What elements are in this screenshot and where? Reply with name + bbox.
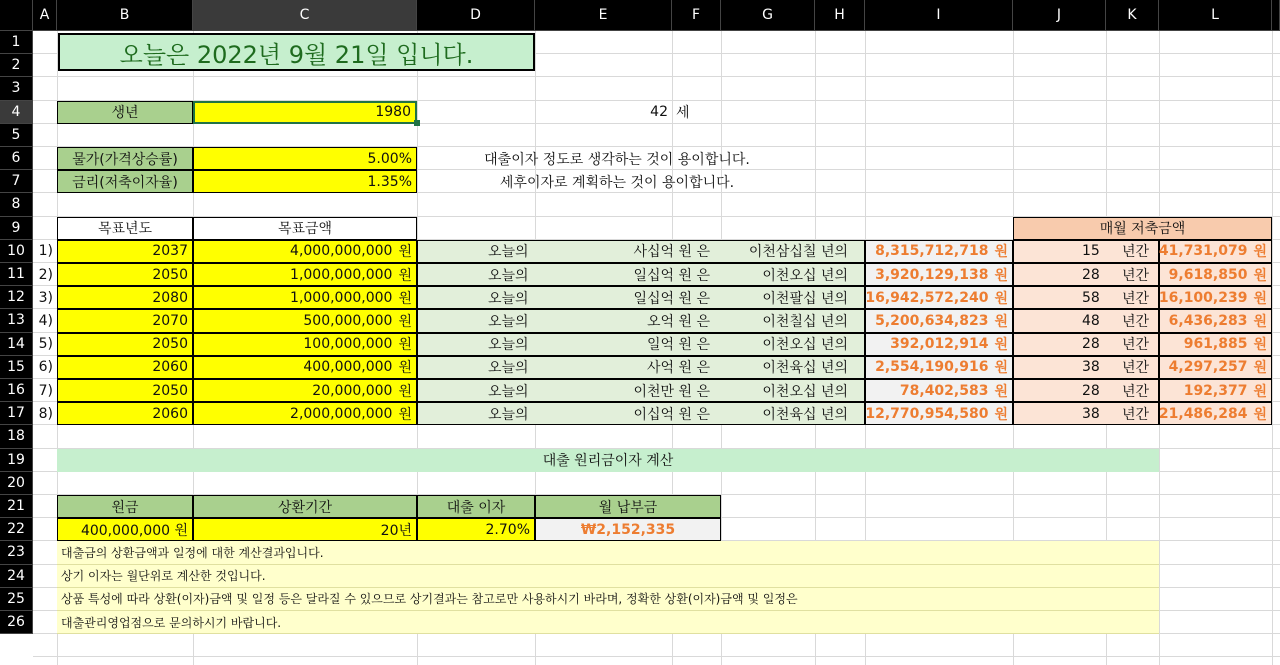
future-value-amount: 78,402,583 xyxy=(899,382,989,399)
savings-years xyxy=(1013,333,1159,356)
years-count: 15 xyxy=(1082,243,1100,260)
column-header-blank xyxy=(1272,0,1280,31)
won-unit: 원 xyxy=(1253,267,1267,284)
goal-amount-input[interactable] xyxy=(193,263,417,286)
goal-index: 1) xyxy=(38,243,53,260)
row-header-19[interactable]: 19 xyxy=(0,449,33,472)
monthly-amount: 41,731,079 xyxy=(1158,243,1248,260)
monthly-savings xyxy=(1159,263,1272,286)
row-header-14[interactable]: 14 xyxy=(0,333,33,356)
gridline-col-L xyxy=(1272,31,1273,665)
monthly-savings xyxy=(1159,286,1272,309)
row-header-13[interactable]: 13 xyxy=(0,309,33,332)
future-value-amount: 16,942,572,240 xyxy=(865,289,989,306)
inflation-label: 물가(가격상승률) xyxy=(57,147,193,170)
goal-year-input[interactable]: 2060 xyxy=(57,402,193,425)
row-header-25[interactable]: 25 xyxy=(0,588,33,611)
goal-amount-input[interactable] xyxy=(193,286,417,309)
column-header-B[interactable]: B xyxy=(57,0,193,31)
years-count: 28 xyxy=(1082,336,1100,353)
korean-amount: 사십억 원 은 xyxy=(633,244,710,261)
won-unit: 원 xyxy=(1253,360,1267,377)
gridline-row xyxy=(33,656,1280,657)
future-value-description xyxy=(417,402,865,425)
today-label: 오늘의 xyxy=(488,267,529,284)
savings-years xyxy=(1013,379,1159,402)
korean-year: 이천오십 년의 xyxy=(762,337,848,354)
row-header-11[interactable]: 11 xyxy=(0,263,33,286)
monthly-savings xyxy=(1159,240,1272,263)
monthly-amount: 21,486,284 xyxy=(1158,405,1248,422)
korean-amount: 일십억 원 은 xyxy=(633,267,710,284)
row-header-4[interactable]: 4 xyxy=(0,101,33,124)
column-header-A[interactable]: A xyxy=(33,0,57,31)
won-unit: 원 xyxy=(994,406,1008,423)
goal-year-input[interactable]: 2050 xyxy=(57,333,193,356)
principal-input[interactable]: 400,000,000 원 xyxy=(57,518,193,541)
period-input[interactable]: 20년 xyxy=(193,518,417,541)
korean-year: 이천육십 년의 xyxy=(762,360,848,377)
fill-handle[interactable] xyxy=(414,120,420,126)
goal-amount-value: 500,000,000 xyxy=(303,312,393,329)
savings-years xyxy=(1013,402,1159,425)
future-value-amount: 5,200,634,823 xyxy=(875,312,989,329)
goal-amount-value: 2,000,000,000 xyxy=(290,405,393,422)
goal-year-input[interactable]: 2050 xyxy=(57,379,193,402)
age-value: 42 xyxy=(650,104,668,121)
column-header-D[interactable]: D xyxy=(417,0,535,31)
age-unit: 세 xyxy=(676,105,690,122)
years-unit: 년간 xyxy=(1122,267,1150,284)
goal-index: 3) xyxy=(38,289,53,306)
savings-years xyxy=(1013,240,1159,263)
years-unit: 년간 xyxy=(1122,337,1150,354)
future-value xyxy=(865,240,1013,263)
years-count: 38 xyxy=(1082,405,1100,422)
row-header-21[interactable]: 21 xyxy=(0,495,33,518)
row-header-24[interactable]: 24 xyxy=(0,565,33,588)
goal-year-input[interactable]: 2080 xyxy=(57,286,193,309)
future-value-description xyxy=(417,240,865,263)
savings-years xyxy=(1013,309,1159,332)
future-value-description xyxy=(417,286,865,309)
korean-year: 이천칠십 년의 xyxy=(762,313,848,330)
future-value xyxy=(865,333,1013,356)
goal-amount-input[interactable] xyxy=(193,333,417,356)
future-value-amount: 3,920,129,138 xyxy=(875,266,989,283)
row-header-5[interactable]: 5 xyxy=(0,124,33,147)
won-unit: 원 xyxy=(994,313,1008,330)
today-label: 오늘의 xyxy=(488,290,529,307)
today-label: 오늘의 xyxy=(488,313,529,330)
future-value-description xyxy=(417,356,865,379)
korean-amount: 일억 원 은 xyxy=(647,337,710,354)
korean-year: 이천삼십칠 년의 xyxy=(748,244,848,261)
today-label: 오늘의 xyxy=(488,337,529,354)
future-value-amount: 2,554,190,916 xyxy=(875,359,989,376)
won-unit: 원 xyxy=(398,383,412,400)
rate-input[interactable]: 2.70% xyxy=(417,518,535,541)
years-count: 48 xyxy=(1082,312,1100,329)
column-header-H[interactable]: H xyxy=(815,0,865,31)
future-value-description xyxy=(417,309,865,332)
years-count: 28 xyxy=(1082,382,1100,399)
future-value-description xyxy=(417,263,865,286)
inflation-note: 대출이자 정도로 생각하는 것이 용이합니다. xyxy=(484,151,750,168)
row-header-6[interactable]: 6 xyxy=(0,147,33,170)
row-header-7[interactable]: 7 xyxy=(0,170,33,193)
korean-amount: 사억 원 은 xyxy=(647,360,710,377)
today-label: 오늘의 xyxy=(488,383,529,400)
column-header-C[interactable]: C xyxy=(193,0,417,31)
years-unit: 년간 xyxy=(1122,383,1150,400)
goal-index: 7) xyxy=(38,382,53,399)
disclaimer-line: 대출금의 상환금액과 일정에 대한 계산결과입니다. xyxy=(57,541,1159,564)
principal-header: 원금 xyxy=(57,495,193,518)
won-unit: 원 xyxy=(398,406,412,423)
goal-year-input[interactable]: 2050 xyxy=(57,263,193,286)
goal-index: 5) xyxy=(38,336,53,353)
years-unit: 년간 xyxy=(1122,313,1150,330)
won-unit: 원 xyxy=(1253,313,1267,330)
future-value xyxy=(865,263,1013,286)
rate-header: 대출 이자 xyxy=(417,495,535,518)
won-unit: 원 xyxy=(1253,383,1267,400)
row-header-22[interactable]: 22 xyxy=(0,518,33,541)
won-unit: 원 xyxy=(1253,337,1267,354)
interest-label: 금리(저축이자율) xyxy=(57,170,193,193)
disclaimer-line: 상기 이자는 월단위로 계산한 것입니다. xyxy=(57,565,1159,588)
korean-year: 이천팔십 년의 xyxy=(762,290,848,307)
future-value-description xyxy=(417,379,865,402)
korean-amount: 이천만 원 은 xyxy=(633,383,710,400)
row-header-26[interactable]: 26 xyxy=(0,611,33,634)
won-unit: 원 xyxy=(398,290,412,307)
today-label: 오늘의 xyxy=(488,360,529,377)
future-value xyxy=(865,356,1013,379)
won-unit: 원 xyxy=(398,313,412,330)
korean-year: 이천오십 년의 xyxy=(762,267,848,284)
row-header-8[interactable]: 8 xyxy=(0,193,33,216)
years-count: 58 xyxy=(1082,289,1100,306)
future-value-description xyxy=(417,333,865,356)
column-header-I[interactable]: I xyxy=(865,0,1013,31)
goal-amount-input[interactable] xyxy=(193,402,417,425)
row-header-16[interactable]: 16 xyxy=(0,379,33,402)
column-header-E[interactable]: E xyxy=(535,0,672,31)
monthly-savings xyxy=(1159,309,1272,332)
monthly-amount: 961,885 xyxy=(1183,336,1248,353)
years-unit: 년간 xyxy=(1122,406,1150,423)
birth-year-input[interactable]: 1980 xyxy=(193,101,417,124)
goal-amount-value: 100,000,000 xyxy=(303,336,393,353)
monthly-amount: 192,377 xyxy=(1183,382,1248,399)
period-header: 상환기간 xyxy=(193,495,417,518)
goal-year-input[interactable]: 2037 xyxy=(57,240,193,263)
today-label: 오늘의 xyxy=(488,244,529,261)
goal-amount-value: 20,000,000 xyxy=(312,382,393,399)
future-value xyxy=(865,286,1013,309)
column-header-F[interactable]: F xyxy=(672,0,721,31)
savings-years xyxy=(1013,263,1159,286)
select-all-corner[interactable] xyxy=(0,0,33,31)
won-unit: 원 xyxy=(1253,290,1267,307)
row-header-12[interactable]: 12 xyxy=(0,286,33,309)
won-unit: 원 xyxy=(994,383,1008,400)
goal-amount-input[interactable] xyxy=(193,379,417,402)
column-header-L[interactable]: L xyxy=(1159,0,1272,31)
goal-amount-value: 4,000,000,000 xyxy=(290,243,393,260)
monthly-savings xyxy=(1159,379,1272,402)
years-count: 38 xyxy=(1082,359,1100,376)
korean-year: 이천오십 년의 xyxy=(762,383,848,400)
future-value-amount: 392,012,914 xyxy=(890,336,989,353)
goal-index: 8) xyxy=(38,405,53,422)
won-unit: 원 xyxy=(398,244,412,261)
goal-amount-value: 1,000,000,000 xyxy=(290,266,393,283)
monthly-amount: 16,100,239 xyxy=(1158,289,1248,306)
korean-amount: 이십억 원 은 xyxy=(633,406,710,423)
loan-section-title: 대출 원리금이자 계산 xyxy=(57,449,1159,472)
monthly-savings xyxy=(1159,333,1272,356)
goal-index: 6) xyxy=(38,359,53,376)
korean-amount: 오억 원 은 xyxy=(647,313,710,330)
savings-years xyxy=(1013,286,1159,309)
won-unit: 원 xyxy=(1253,406,1267,423)
goal-amount-value: 400,000,000 xyxy=(303,359,393,376)
goal-amount-header: 목표금액 xyxy=(193,217,417,240)
today-label: 오늘의 xyxy=(488,406,529,423)
korean-year: 이천육십 년의 xyxy=(762,406,848,423)
interest-input[interactable]: 1.35% xyxy=(193,170,417,193)
row-header-1[interactable]: 1 xyxy=(0,31,33,54)
row-header-9[interactable]: 9 xyxy=(0,217,33,240)
row-header-2[interactable]: 2 xyxy=(0,54,33,77)
won-unit: 원 xyxy=(994,360,1008,377)
birth-year-label: 생년 xyxy=(57,101,193,124)
row-header-15[interactable]: 15 xyxy=(0,356,33,379)
future-value xyxy=(865,309,1013,332)
column-header-J[interactable]: J xyxy=(1013,0,1106,31)
inflation-input[interactable]: 5.00% xyxy=(193,147,417,170)
monthly-savings xyxy=(1159,402,1272,425)
years-unit: 년간 xyxy=(1122,290,1150,307)
won-unit: 원 xyxy=(1253,244,1267,261)
goal-amount-input[interactable] xyxy=(193,309,417,332)
years-count: 28 xyxy=(1082,266,1100,283)
goal-amount-input[interactable] xyxy=(193,240,417,263)
won-unit: 원 xyxy=(994,267,1008,284)
korean-amount: 일십억 원 은 xyxy=(633,290,710,307)
won-unit: 원 xyxy=(994,337,1008,354)
future-value xyxy=(865,379,1013,402)
monthly-payment: ₩2,152,335 xyxy=(535,518,721,541)
monthly-amount: 4,297,257 xyxy=(1168,359,1248,376)
row-header-3[interactable]: 3 xyxy=(0,77,33,100)
row-header-10[interactable]: 10 xyxy=(0,240,33,263)
won-unit: 원 xyxy=(398,360,412,377)
row-header-23[interactable]: 23 xyxy=(0,541,33,564)
title-banner: 오늘은 2022년 9월 21일 입니다. xyxy=(58,33,535,71)
goal-year-input[interactable]: 2060 xyxy=(57,356,193,379)
row-header-17[interactable]: 17 xyxy=(0,402,33,425)
years-unit: 년간 xyxy=(1122,244,1150,261)
disclaimer-line: 대출관리영업점으로 문의하시기 바랍니다. xyxy=(57,611,1159,634)
goal-amount-input[interactable] xyxy=(193,356,417,379)
goal-index: 2) xyxy=(38,266,53,283)
monthly-amount: 9,618,850 xyxy=(1168,266,1248,283)
monthly-amount: 6,436,283 xyxy=(1168,312,1248,329)
payment-header: 월 납부금 xyxy=(535,495,721,518)
won-unit: 원 xyxy=(398,337,412,354)
monthly-savings-header: 매월 저축금액 xyxy=(1013,217,1272,240)
column-header-K[interactable]: K xyxy=(1106,0,1159,31)
future-value xyxy=(865,402,1013,425)
won-unit: 원 xyxy=(398,267,412,284)
goal-year-input[interactable]: 2070 xyxy=(57,309,193,332)
interest-note: 세후이자로 계획하는 것이 용이합니다. xyxy=(499,174,735,191)
monthly-savings xyxy=(1159,356,1272,379)
savings-years xyxy=(1013,356,1159,379)
column-header-G[interactable]: G xyxy=(721,0,815,31)
years-unit: 년간 xyxy=(1122,360,1150,377)
row-header-18[interactable]: 18 xyxy=(0,425,33,448)
gridline-row xyxy=(33,76,1280,77)
future-value-amount: 12,770,954,580 xyxy=(865,405,989,422)
won-unit: 원 xyxy=(994,244,1008,261)
goal-index: 4) xyxy=(38,312,53,329)
future-value-amount: 8,315,712,718 xyxy=(875,243,989,260)
row-header-20[interactable]: 20 xyxy=(0,472,33,495)
disclaimer-line: 상품 특성에 따라 상환(이자)금액 및 일정 등은 달라질 수 있으므로 상기결과는 참고로만 사용하시기 바라며, 정확한 상환(이자)금액 및 일정은 xyxy=(57,588,1159,611)
goal-year-header: 목표년도 xyxy=(57,217,193,240)
goal-amount-value: 1,000,000,000 xyxy=(290,289,393,306)
won-unit: 원 xyxy=(994,290,1008,307)
